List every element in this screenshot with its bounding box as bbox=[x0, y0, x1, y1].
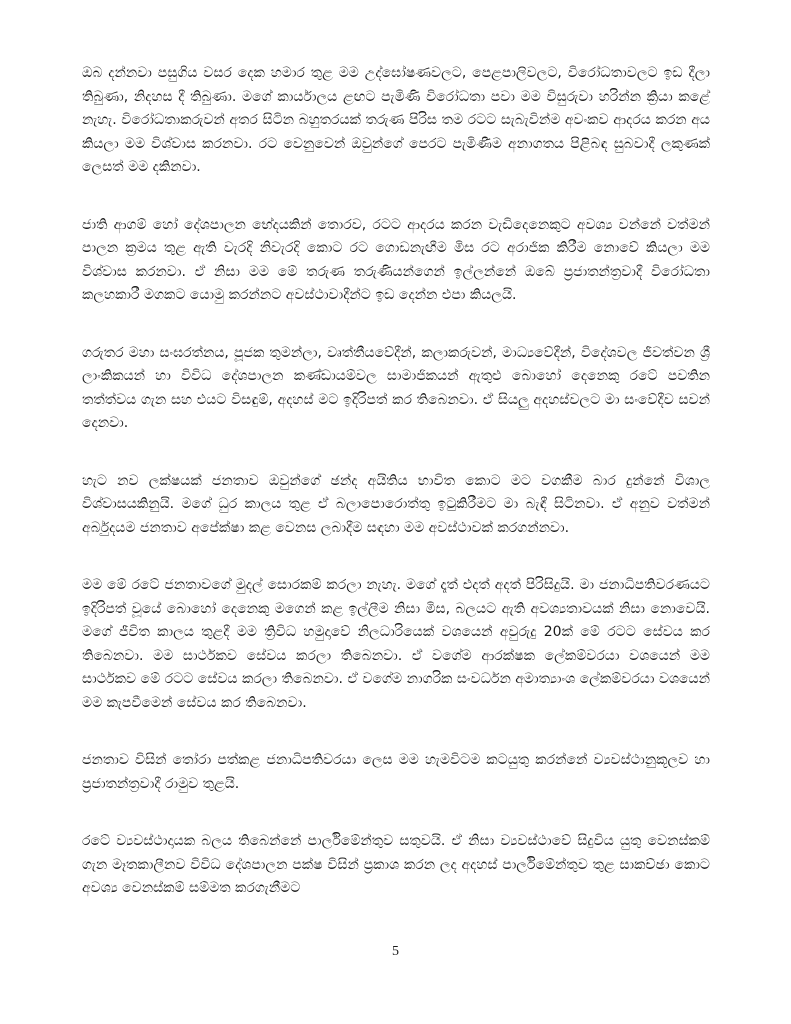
paragraph: මම මේ රටේ ජනතාවගේ මුදල් සොරකම් කරලා නැහැ. මගේ දෑත් එදත් අදත් පිරිසිදුයි. මා ජනාධිපතිවරණයට ඉදිරිපත් වූයේ බොහෝ දෙනෙකු මගෙන් කළ ඉල්ලීම නිසා මිස, බලයට ඇති අවශ්‍යතාවයක් නිසා නොවෙයි. මගේ ජීවිත කාලය තුළදී මම ත්‍රිවිධ හමුදාවේ නිලධාරියෙක් වශයෙන් අවුරුදු 20ක් මේ රටට සේවය කර තිබෙනවා. මම සාර්ථකව සේවය කරලා තිබෙනවා. ඒ වගේම ආරක්ෂක ලේකම්වරයා වශයෙන් මම සාර්ථකව මේ රටට සේවය කරලා තිබෙනවා. ඒ වගේම නාගරික සංවර්ධන අමාත්‍යාංශ ලේකම්වරයා වශයෙන් මම කැපවීමෙන් සේවය කර තිබෙනවා. bbox=[82, 577, 710, 711]
body-text bbox=[82, 62, 710, 935]
paragraph: ජනතාව විසින් තෝරා පත්කළ ජනාධිපතිවරයා ලෙස මම හැමවිටම කටයුතු කරන්නේ ව්‍යවස්ථානුකූලව හා ප්‍රජාතන්ත්‍රවාදී රාමුව තුළයි. bbox=[82, 752, 710, 792]
paragraph: ඔබ දන්නවා පසුගිය වසර දෙක හමාර තුළ මම උද්ඝෝෂණවලට, පෙළපාලිවලට, විරෝධතාවලට ඉඩ දීලා තිබුණා, නිදහස දී තිබුණා. මගේ කාර්යාලය ළඟට පැමිණි විරෝධතා පවා මම විසුරුවා හරින්න ක්‍රියා කළේ නැහැ. විරෝධතාකරුවන් අතර සිටින බහුතරයක් තරුණ පිරිස තම රටට සැබැවින්ම අවංකව ආදරය කරන අය කියලා මම විශ්වාස කරනවා. රට වෙනුවෙන් ඔවුන්ගේ පෙරට පැමිණීම අනාගතය පිළිබඳ සුබවාදී ලකුණක් ලෙසත් මම දකිනවා. bbox=[82, 65, 710, 175]
page-number: 5 bbox=[392, 944, 399, 959]
paragraph: රටේ ව්‍යවස්ථාදායක බලය තිබෙන්නේ පාර්ලිමේන්තුව සතුවයි. ඒ නිසා ව්‍යවස්ථාවේ සිදුවිය යුතු වෙනස්කම් ගැන මෑතකාලීනව විවිධ දේශපාලන පක්ෂ විසින් ප්‍රකාශ කරන ලද අදහස් පාර්ලිමේන්තුව තුළ සාකච්ඡා කොට අවශ්‍ය වෙනස්කම් සම්මත කරගැනීමට bbox=[82, 833, 710, 896]
paragraph: හැට නව ලක්ෂයක් ජනතාව ඔවුන්ගේ ඡන්ද අයිතිය භාවිත කොට මට වගකීම බාර දුන්නේ විශාල විශ්වාසයකිනුයි. මගේ ධුර කාලය තුළ ඒ බලාපොරොත්තු ඉටුකිරීමට මා බැඳී සිටිනවා. ඒ අනුව වත්මන් අර්බුදයම ජනතාව අපේක්ෂා කළ වෙනස ලබාදීම සඳහා මම අවස්ථාවක් කරගන්නවා. bbox=[82, 472, 710, 536]
paragraph: ජාති ආගම් හෝ දේශපාලන භේදයකින් තොරව, රටට ආදරය කරන වැඩිදෙනෙකුට අවශ්‍ය වන්නේ වත්මන් පාලන ක්‍රමය තුළ ඇති වැරදි නිවැරදි කොට රට ගොඩනැඟීම මිස රට අරාජික කිරීම නොවේ කියලා මම විශ්වාස කරනවා. ඒ නිසා මම මේ තරුණ තරුණියන්ගෙන් ඉල්ලන්නේ ඔබේ ප්‍රජාතන්ත්‍රවාදී විරෝධතා කලහකාරී මගකට යොමු කරන්නට අවස්ථාවාදීන්ට ඉඩ දෙන්න එපා කියලයි. bbox=[82, 216, 710, 303]
paragraph: ගරුතර මහා සංඝරත්නය, පූජක තුමන්ලා, වෘත්තීයවේදීන්, කලාකරුවන්, මාධ්‍යවේදීන්, විදේශවල ජීවත්වන ශ්‍රී ලාංකිකයන් හා විවිධ දේශපාලන කණ්ඩායම්වල සාමාජිකයන් ඇතුළු බොහෝ දෙනෙකු රටේ පවතින තත්ත්වය ගැන සහ එයට විසඳුම්, අදහස් මට ඉදිරිපත් කර තිබෙනවා. ඒ සියලු අදහස්වලට මා සංවේදීව සවන් දෙනවා. bbox=[82, 344, 710, 431]
